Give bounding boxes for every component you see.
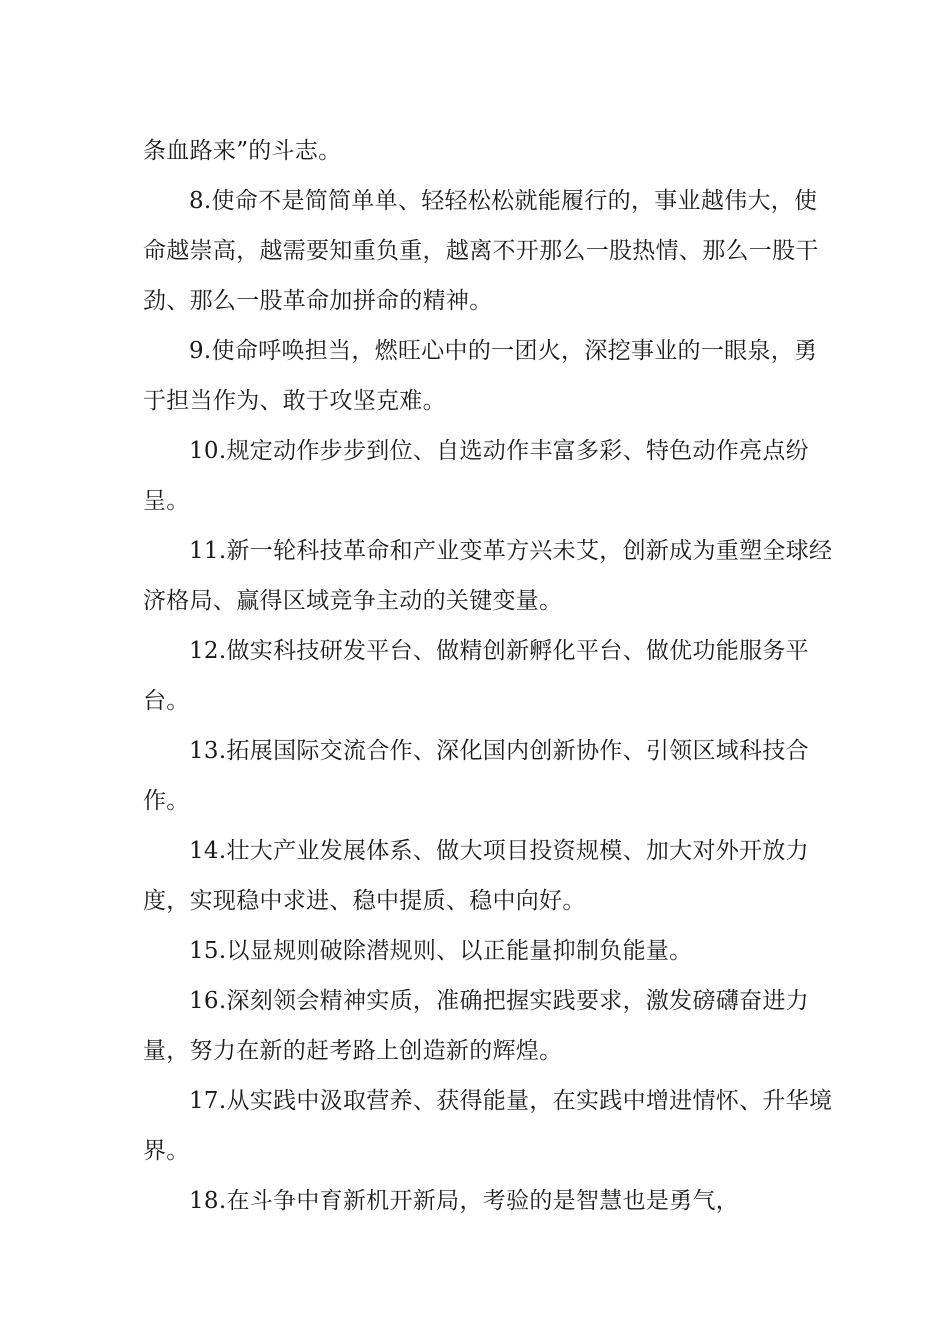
paragraph-continuation: 条血路来”的斗志。 xyxy=(143,138,342,164)
paragraph-item-8: 8.使命不是简简单单、轻轻松松就能履行的，事业越伟大，使命越崇高，越需要知重负重，越离不开那么一股热情、那么一股干劲、那么一股革命加拼命的精神。 xyxy=(143,188,819,314)
paragraph-item-14: 14.壮大产业发展体系、做大项目投资规模、加大对外开放力度，实现稳中求进、稳中提质、稳中向好。 xyxy=(143,838,809,914)
document-body xyxy=(143,126,833,1226)
paragraph-item-9: 9.使命呼唤担当，燃旺心中的一团火，深挖事业的一眼泉，勇于担当作为、敢于攻坚克难。 xyxy=(143,338,818,414)
paragraph-item-12: 12.做实科技研发平台、做精创新孵化平台、做优功能服务平台。 xyxy=(143,638,809,714)
paragraph-item-17: 17.从实践中汲取营养、获得能量，在实践中增进情怀、升华境界。 xyxy=(143,1088,833,1164)
paragraph-item-11: 11.新一轮科技革命和产业变革方兴未艾，创新成为重塑全球经济格局、赢得区域竞争主动的关键变量。 xyxy=(143,538,833,614)
paragraph-item-10: 10.规定动作步步到位、自选动作丰富多彩、特色动作亮点纷呈。 xyxy=(143,438,809,514)
paragraph-item-18: 18.在斗争中育新机开新局，考验的是智慧也是勇气， xyxy=(189,1188,740,1214)
paragraph-item-13: 13.拓展国际交流合作、深化国内创新协作、引领区域科技合作。 xyxy=(143,738,809,814)
paragraph-item-16: 16.深刻领会精神实质，准确把握实践要求，激发磅礴奋进力量，努力在新的赶考路上创造新的辉煌。 xyxy=(143,988,809,1064)
paragraph-item-15: 15.以显规则破除潜规则、以正能量抑制负能量。 xyxy=(189,938,693,964)
